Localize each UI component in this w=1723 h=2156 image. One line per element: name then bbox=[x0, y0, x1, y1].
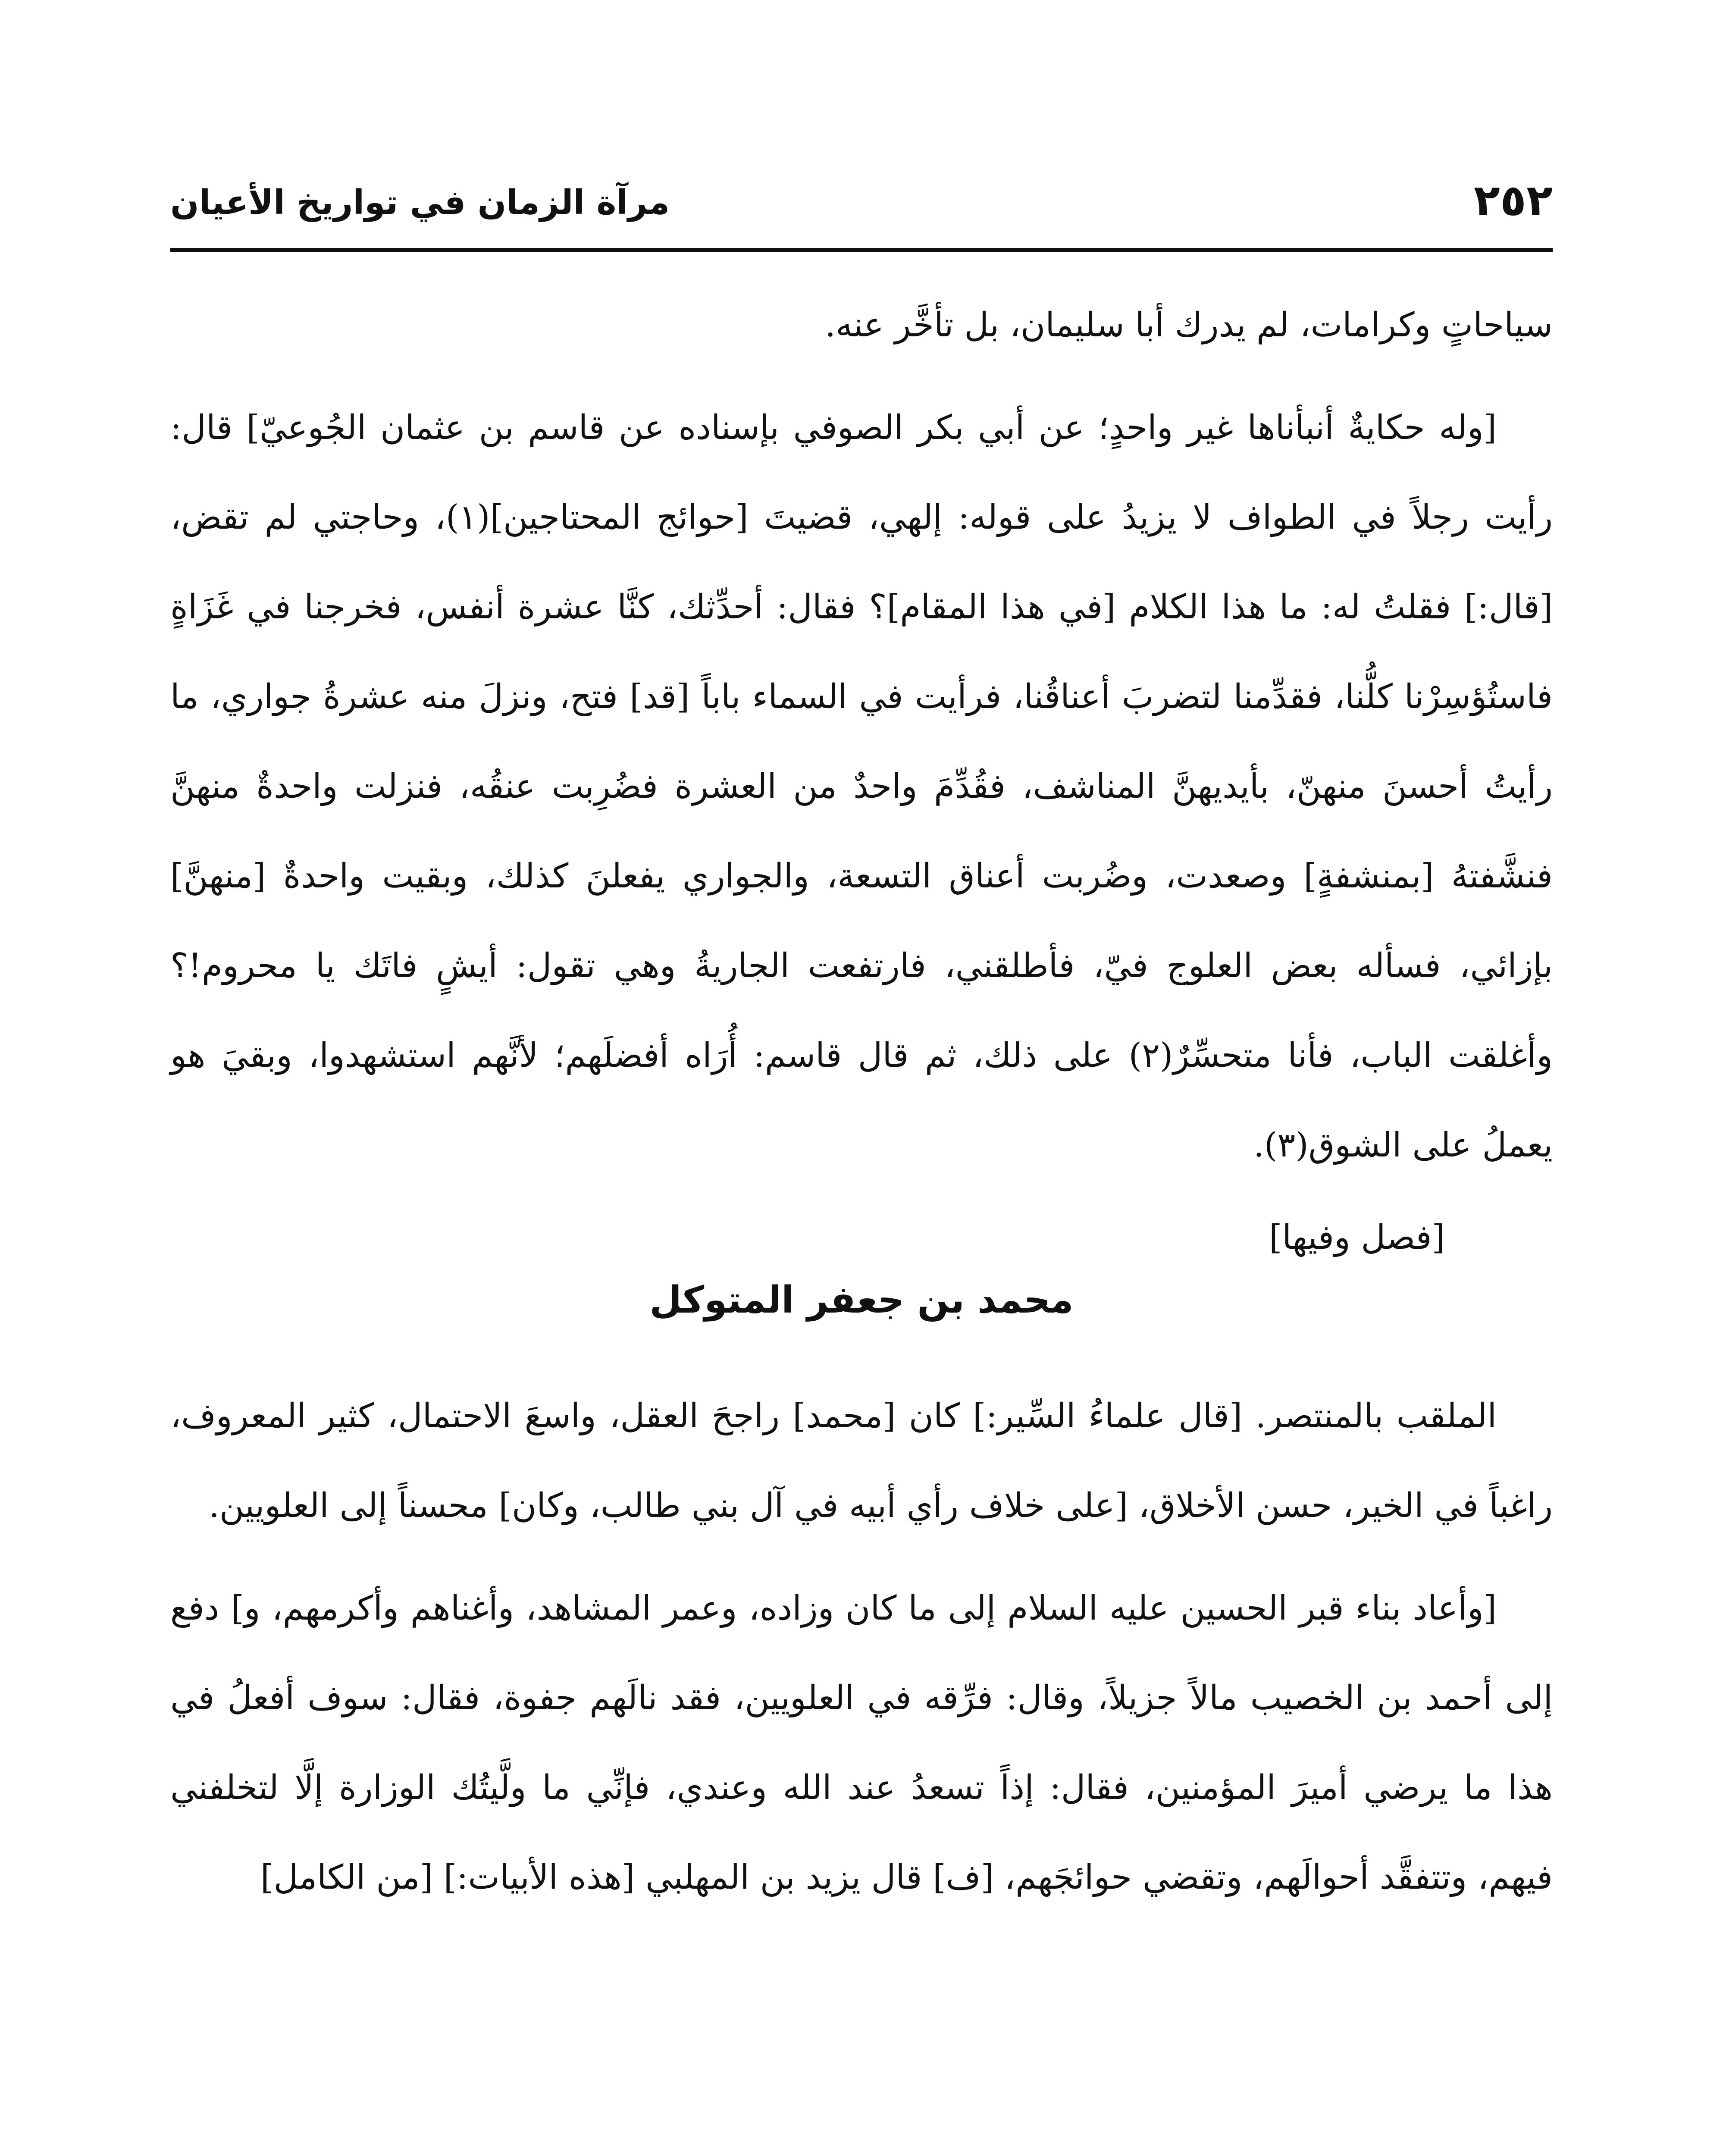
page-number: ٢٥٢ bbox=[1473, 175, 1553, 226]
paragraph-continuation: سياحاتٍ وكرامات، لم يدرك أبا سليمان، بل تأخَّر عنه. bbox=[825, 306, 1553, 345]
paragraph-deeds: [وأعاد بناء قبر الحسين عليه السلام إلى ما كان وزاده، وعمر المشاهد، وأغناهم وأكرمهم، و] دفع إلى أحمد بن الخصيب مالاً جزيلاً، وقال: فرِّقه في العلويين، فقد نالَهم جفوة، فقال: سوف أفعلُ في هذا ما يرضي أميرَ المؤمنين، فقال: إذاً تسعدُ عند الله وعندي، فإنِّي ما ولَّيتُك الوزارة إلَّا لتخلفني فيهم، وتتفقَّد أحوالَهم، وتقضي حوائجَهم، [ف] قال يزيد بن المهلبي [هذه الأبيات:] [من الكامل] bbox=[170, 1589, 1553, 1897]
paragraph-biography: الملقب بالمنتصر. [قال علماءُ السِّير:] كان [محمد] راجحَ العقل، واسعَ الاحتمال، كثير المعروف، راغباً في الخير، حسن الأخلاق، [على خلاف رأي أبيه في آل بني طالب، وكان] محسناً إلى العلويين. bbox=[170, 1397, 1553, 1525]
section-heading: محمد بن جعفر المتوكل bbox=[649, 1279, 1074, 1322]
paragraph-anecdote: [وله حكايةٌ أنبأناها غير واحدٍ؛ عن أبي بكر الصوفي بإسناده عن قاسم بن عثمان الجُوعيّ] قال: رأيت رجلاً في الطواف لا يزيدُ على قوله: إلهي، قضيتَ [حوائج المحتاجين](١)، وحاجتي لم تقض، [قال:] فقلتُ له: ما هذا الكلام [في هذا المقام]؟ فقال: أحدِّثك، كنَّا عشرة أنفس، فخرجنا في غَزَاةٍ فاستُؤسِرْنا كلُّنا، فقدِّمنا لتضربَ أعناقُنا، فرأيت في السماء باباً [قد] فتح، ونزلَ منه عشرةُ جواري، ما رأيتُ أحسنَ منهنّ، بأيديهنَّ المناشف، فقُدِّمَ واحدٌ من العشرة فضُرِبت عنقُه، فنزلت واحدةٌ منهنَّ فنشَّفتهُ [بمنشفةٍ] وصعدت، وضُربت أعناق التسعة، والجواري يفعلنَ كذلك، وبقيت واحدةٌ [منهنَّ] بإزائي، فسأله بعض العلوج فيّ، فأطلقني، فارتفعت الجاريةُ وهي تقول: أيشٍ فاتَك يا محروم!؟ وأغلقت الباب، فأنا متحسِّرٌ(٢) على ذلك، ثم قال قاسم: أُرَاه أفضلَهم؛ لأنَّهم استشهدوا، وبقيَ هو يعملُ على الشوق(٣). bbox=[170, 408, 1553, 1165]
header-divider bbox=[170, 248, 1553, 252]
section-tag: [فصل وفيها] bbox=[1269, 1218, 1445, 1257]
main-text bbox=[170, 280, 1553, 1922]
running-title: مرآة الزمان في تواريخ الأعيان bbox=[170, 183, 670, 222]
page-header bbox=[170, 170, 1553, 235]
